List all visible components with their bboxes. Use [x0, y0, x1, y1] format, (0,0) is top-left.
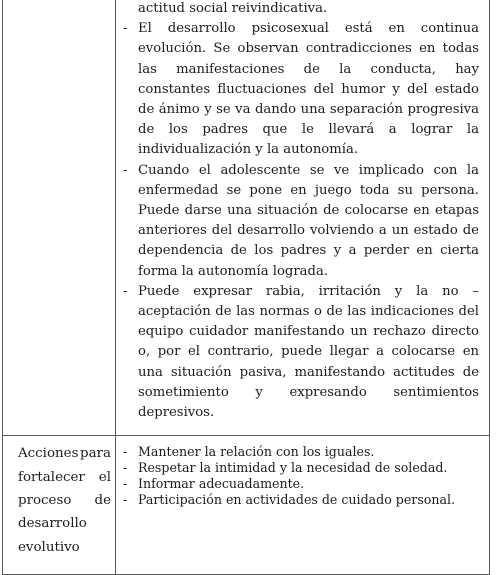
actions-list: [123, 444, 479, 508]
heading-line: [18, 489, 111, 512]
table-row: [3, 0, 490, 436]
list-item-text: Mantener la relación con los iguales.: [138, 444, 375, 460]
list-item: [123, 476, 479, 492]
list-item-text: Respetar la intimidad y la necesidad de soledad.: [138, 460, 448, 476]
heading-word: evolutivo: [18, 539, 80, 555]
heading-word: Acciones: [18, 446, 79, 462]
list-item: [123, 492, 479, 508]
heading-line: [18, 442, 111, 465]
heading-line: [18, 512, 111, 535]
heading-line: [18, 536, 111, 559]
bullet-dash: -: [123, 460, 128, 476]
bullet-dash: -: [123, 21, 128, 37]
list-item-text: Cuando el adolescente se ve implicado con la enfermedad se pone en juego toda su persona. Puede darse una situación de colocarse en etapas anteriores del desarrollo volviendo a un estado de dependencia de los padres y a perder en cierta forma la autonomía lograda.: [138, 162, 479, 279]
right-cell-description: [116, 0, 490, 436]
list-item-text: Puede expresar rabia, irritación y la no – aceptación de las normas o de las indicaciones del equipo cuidador manifestando un rechazo directo o, por el contrario, puede llegar a colocarse en una situación pasiva, manifestando actitudes de sometimiento y expresando sentimientos depresivos.: [138, 283, 479, 421]
list-item-text: El desarrollo psicosexual está en continua evolución. Se observan contradicciones en todas las manifestaciones de la conducta, hay constantes fluctuaciones del humor y del estado de ánimo y se va dando una separación progresiva de los padres que le llevará a lograr la individualización y la autonomía.: [138, 21, 479, 158]
bullet-dash: -: [123, 162, 128, 178]
bullet-dash: -: [123, 492, 128, 508]
bullet-dash: -: [123, 476, 128, 492]
left-cell-heading: [3, 436, 116, 575]
left-cell-empty: [3, 0, 116, 436]
heading-word: fortalecer: [18, 469, 85, 485]
heading-word: de: [94, 493, 111, 509]
row-heading: [3, 436, 115, 563]
care-plan-table: [2, 0, 490, 575]
table-row: [3, 436, 490, 575]
list-item: [123, 282, 479, 423]
description-list: [123, 19, 479, 423]
list-item-text: Participación en actividades de cuidado personal.: [138, 492, 456, 508]
bullet-dash: -: [123, 283, 128, 299]
heading-word: para: [80, 446, 111, 462]
heading-word: desarrollo: [18, 516, 87, 532]
continuation-text: actitud social reivindicativa.: [138, 1, 328, 16]
list-item: [123, 444, 479, 460]
right-cell-actions: [116, 436, 490, 575]
heading-word: el: [98, 469, 111, 485]
list-item: [123, 161, 479, 282]
heading-line: [18, 466, 111, 489]
bullet-dash: -: [123, 444, 128, 460]
heading-word: proceso: [18, 493, 72, 509]
list-item: [123, 460, 479, 476]
list-item: [123, 19, 479, 160]
list-item-text: Informar adecuadamente.: [138, 476, 305, 492]
